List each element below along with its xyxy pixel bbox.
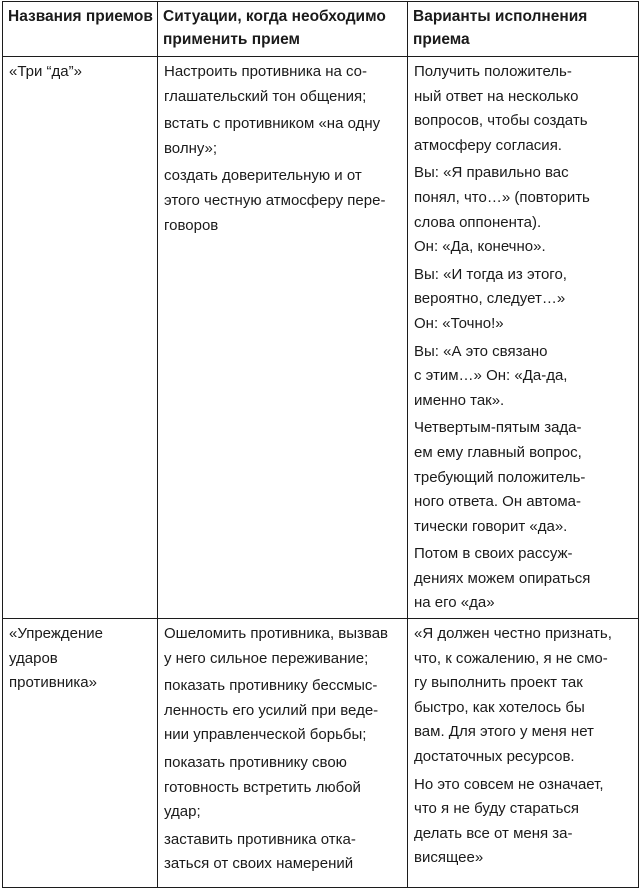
header-variants: Варианты исполнения приема — [408, 2, 639, 57]
technique-name-cell — [3, 57, 158, 619]
variant-item: Вы: «И тогда из этого, вероятно, следует…» Он: «Точно!» — [414, 265, 567, 332]
situation-item: показать противнику бессмыс- ленность его усилий при веде- нии управленческой борьбы; — [164, 677, 379, 744]
header-technique-name: Названия приемов — [3, 2, 158, 57]
variant-item: Четвертым-пятым зада- ем ему главный вопрос, требующий положитель- ного ответа. Он автома- тически говорит «да». — [414, 419, 586, 535]
techniques-table — [2, 1, 639, 888]
technique-name: «Упреждение ударов противника» — [9, 625, 103, 692]
variant-item: «Я должен честно признать, что, к сожалению, я не смо- гу выполнить проект так быстро, как хотелось бы вам. Для этого у меня нет достаточных ресурсов. — [414, 625, 612, 766]
technique-name: «Три “да”» — [9, 63, 82, 80]
situation-item: Ошеломить противника, вызвав у него сильное переживание; — [164, 625, 389, 667]
variant-item: Вы: «Я правильно вас понял, что…» (повторить слова оппонента). Он: «Да, конечно». — [414, 164, 590, 256]
variant-item: Получить положитель- ный ответ на несколько вопросов, чтобы создать атмосферу согласия. — [414, 63, 588, 154]
variants-cell — [408, 619, 639, 888]
technique-name-cell — [3, 619, 158, 888]
situations-cell — [158, 57, 408, 619]
variant-item: Потом в своих рассуж- дениях можем опираться на его «да» — [414, 545, 591, 612]
situation-item: создать доверительную и от этого честную атмосферу пере- говоров — [164, 167, 386, 234]
header-row — [3, 2, 639, 57]
situation-item: показать противнику свою готовность встретить любой удар; — [164, 754, 361, 821]
variants-cell — [408, 57, 639, 619]
table-row — [3, 57, 639, 619]
situations-cell — [158, 619, 408, 888]
table-row — [3, 619, 639, 888]
variant-item: Но это совсем не означает, что я не буду стараться делать все от меня за- висящее» — [414, 775, 604, 867]
variant-item: Вы: «А это связано с этим…» Он: «Да-да, именно так». — [414, 342, 568, 409]
situation-item: заставить противника отка- заться от своих намерений — [164, 830, 356, 873]
situation-item: встать с противником «на одну волну»; — [164, 115, 381, 157]
header-situations: Ситуации, когда необходимо применить прием — [158, 2, 408, 57]
situation-item: Настроить противника на со- глашательский тон общения; — [164, 63, 368, 105]
